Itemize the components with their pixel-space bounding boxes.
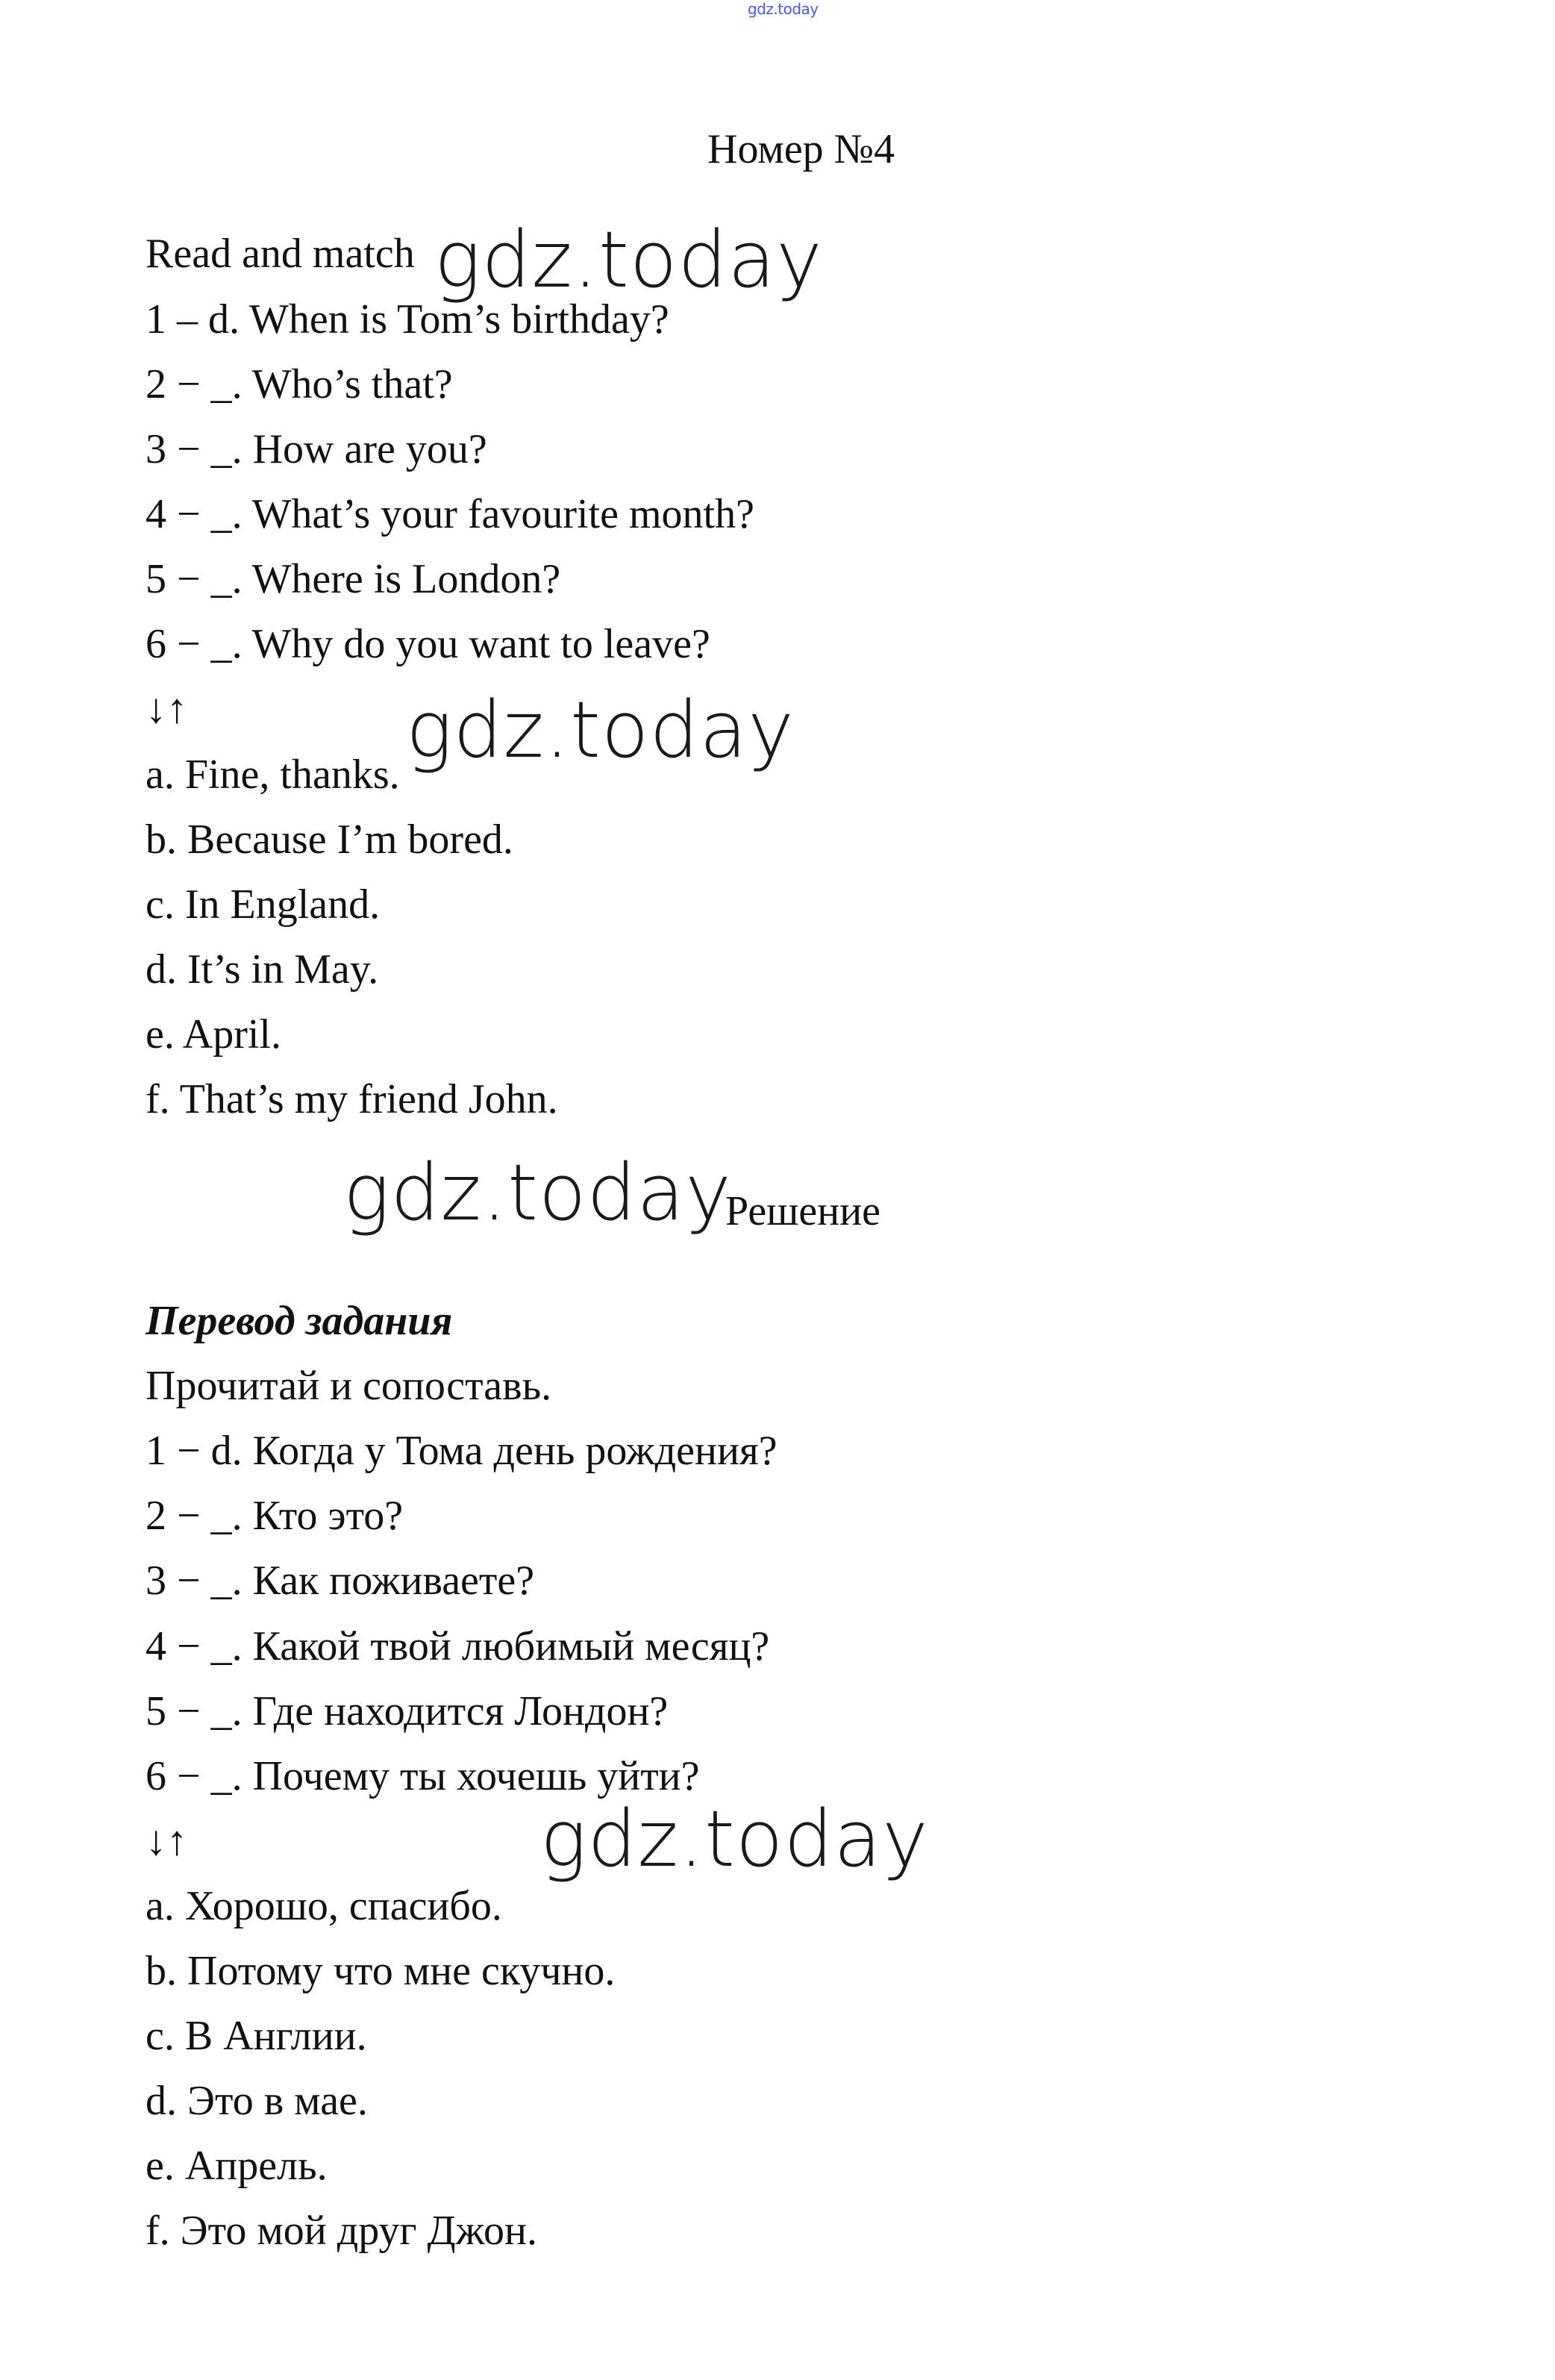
translation-arrows: ↓↑	[146, 1818, 187, 1864]
task-instruction: Read and match	[146, 231, 415, 277]
solution-label: Решение	[725, 1188, 881, 1234]
translation-answer: a. Хорошо, спасибо.	[146, 1883, 502, 1929]
task-answer: e. April.	[146, 1011, 281, 1058]
translation-answer: c. В Англии.	[146, 2013, 367, 2059]
task-question: 5 − _. Where is London?	[146, 556, 561, 602]
translation-question: 1 − d. Когда у Тома день рождения?	[146, 1428, 778, 1474]
task-answer: c. In England.	[146, 881, 381, 928]
watermark: gdz.today	[406, 684, 795, 775]
translation-answer: e. Апрель.	[146, 2143, 328, 2189]
task-question: 1 – d. When is Tom’s birthday?	[146, 296, 669, 343]
task-answer: d. It’s in May.	[146, 946, 379, 993]
task-question: 4 − _. What’s your favourite month?	[146, 491, 754, 537]
translation-instruction: Прочитай и сопоставь.	[146, 1363, 552, 1409]
watermark: gdz.today	[343, 1147, 732, 1238]
page-title: Номер №4	[707, 126, 895, 172]
translation-question: 2 − _. Кто это?	[146, 1493, 404, 1539]
task-answer: b. Because I’m bored.	[146, 816, 513, 863]
translation-answer: d. Это в мае.	[146, 2078, 368, 2124]
translation-question: 6 − _. Почему ты хочешь уйти?	[146, 1753, 700, 1799]
watermark: gdz.today	[540, 1793, 929, 1884]
translation-answer: f. Это мой друг Джон.	[146, 2208, 537, 2254]
task-answer: a. Fine, thanks.	[146, 752, 400, 798]
task-question: 2 − _. Who’s that?	[146, 361, 453, 407]
task-arrows: ↓↑	[146, 686, 187, 732]
task-question: 6 − _. Why do you want to leave?	[146, 621, 710, 667]
task-answer: f. That’s my friend John.	[146, 1076, 558, 1122]
translation-question: 4 − _. Какой твой любимый месяц?	[146, 1623, 770, 1670]
translation-answer: b. Потому что мне скучно.	[146, 1948, 616, 1994]
translation-heading: Перевод задания	[146, 1298, 453, 1344]
translation-question: 5 − _. Где находится Лондон?	[146, 1688, 669, 1734]
watermark: gdz.today	[434, 214, 823, 305]
task-question: 3 − _. How are you?	[146, 426, 487, 472]
source-mark: gdz.today	[748, 0, 819, 18]
translation-question: 3 − _. Как поживаете?	[146, 1558, 535, 1604]
